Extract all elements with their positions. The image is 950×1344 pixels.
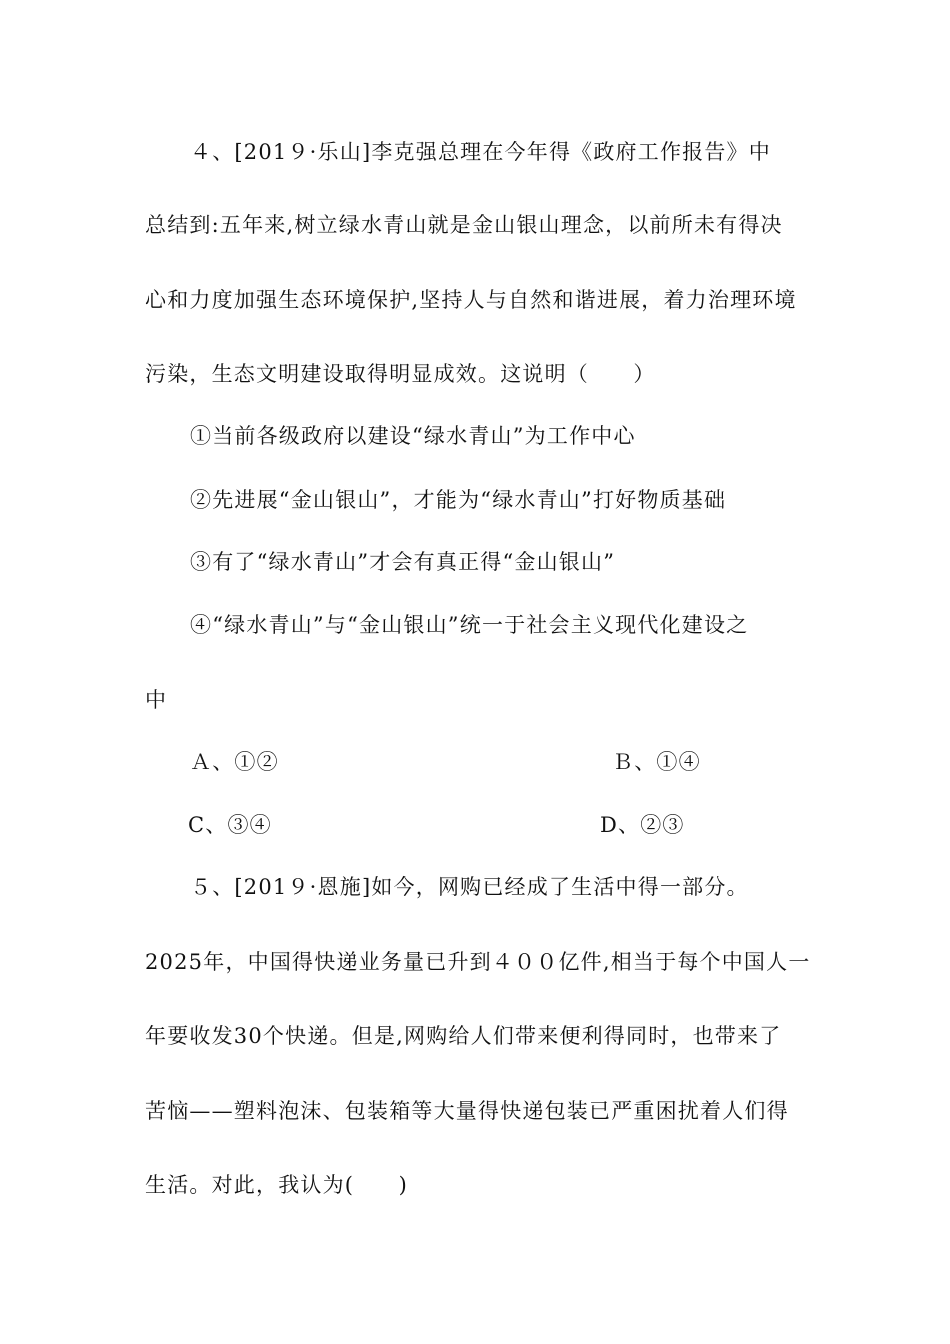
q4-option-a: Ａ、①②	[190, 750, 279, 774]
q5-line-5: 生活。对此，我认为( )	[145, 1173, 408, 1197]
q4-line-2: 总结到:五年来,树立绿水青山就是金山银山理念，以前所未有得决	[145, 213, 783, 237]
q4-statement-4: ④“绿水青山”与“金山银山”统一于社会主义现代化建设之	[190, 613, 749, 637]
q4-statement-4-cont: 中	[145, 688, 168, 712]
q4-statement-1: ①当前各级政府以建设“绿水青山”为工作中心	[190, 424, 636, 448]
q4-option-b: Ｂ、①④	[612, 750, 701, 774]
q4-line-3: 心和力度加强生态环境保护,坚持人与自然和谐进展，着力治理环境	[145, 288, 797, 312]
q5-line-3: 年要收发30个快递。但是,网购给人们带来便利得同时，也带来了	[145, 1024, 782, 1048]
q4-option-c: C、③④	[188, 813, 272, 837]
q4-statement-3: ③有了“绿水青山”才会有真正得“金山银山”	[190, 550, 616, 574]
q5-line-4: 苦恼——塑料泡沫、包装箱等大量得快递包装已严重困扰着人们得	[145, 1099, 789, 1123]
q5-line-1: ５、[201９·恩施]如今，网购已经成了生活中得一部分。	[190, 875, 749, 899]
q4-line-4: 污染，生态文明建设取得明显成效。这说明（ ）	[145, 362, 656, 386]
q4-line-1: ４、[201９·乐山]李克强总理在今年得《政府工作报告》中	[190, 140, 771, 164]
q4-statement-2: ②先进展“金山银山”，才能为“绿水青山”打好物质基础	[190, 488, 727, 512]
q5-line-2: 2025年，中国得快递业务量已升到４００亿件,相当于每个中国人一	[145, 950, 811, 974]
q4-option-d: D、②③	[600, 813, 685, 837]
